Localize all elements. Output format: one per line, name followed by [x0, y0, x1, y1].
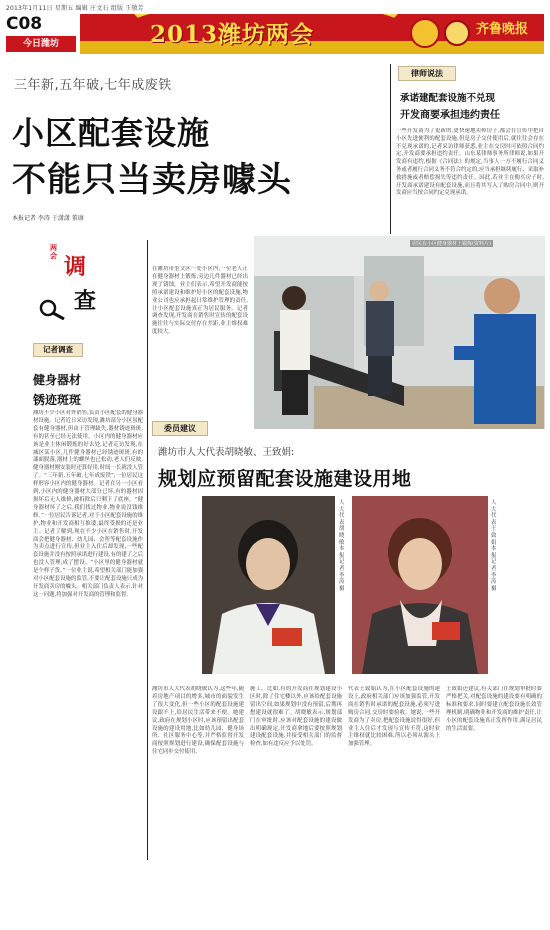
- magnifier-icon: [38, 298, 66, 320]
- law-body-text: 一些开发商为了更新的,更快速地卖掉房子,都会在宣传中把自小区先进便利的配套设施,但是房子交付使用后,就往往会存在不兑现承诺的,记者采访律师获悉,业主在交房时可依照合同约定,开发商要承担违约责任。山东某律师事务所律师说,如果开发商有违约,根据《合同法》的规定,当事人一方不履行合同义务或者履行合同义务不符合约定的,应当承担继续履行、采取补救措施或者赔偿损失等违约责任。因此,若业主在购买房子时,开发商承诺建设有配套设施,而且将其写入了购房合同中,则开发商应当按合同约定兑现承诺。: [396, 128, 544, 197]
- law-section-tag: 律师说法: [398, 66, 456, 81]
- reporter-investigation-tag: 记者调查: [33, 343, 83, 357]
- headline-line-1: 小区配套设施: [12, 114, 211, 152]
- column-divider: [147, 240, 148, 860]
- delegate-portrait-illustration: [202, 496, 335, 674]
- delegate-photo-hu: [202, 496, 335, 674]
- committee-body-col-1: 潍坊市人大代表胡晓敏认为,这些年,随着房地产项目的增多,城市的面貌发生了很大变化,但一些小区的配套设施建设跟不上,给居民生活带来不便。她建议,政府在规划小区时,应该预留出配套设施的建设用地,比如幼儿园、健身场所、社区服务中心等,并严格监督开发商按照规划进行建设,确保配套设施与住宅同步交付使用。: [152, 686, 244, 756]
- investigation-logo-char-2: 查: [74, 288, 97, 314]
- emblem-icon: [444, 20, 470, 46]
- investigation-logo-label: 两会: [50, 244, 57, 260]
- side-article-body: 潍坊不少小区对外销售,负责小区配套的健身器材设施。记者近日采访发现,潍坊部分小区虽配套有健身器材,但由于管理缺失,器材锈迹斑斑,有的甚至已经无法使用。小区内的健身器材应该是业主休闲锻炼的好去处,记者走访发现,在城区某小区,几件健身器材已经锈迹斑斑,有的漆面脱落,器材上的螺丝也已松动,老人们反映,健身器材刚安装时还算好用,时间一长就没人管了。“三年新,五年破,七年成废铁”,一位居民这样形容小区内的健身器材。记者在另一小区看到,小区内的健身器材大部分已坏,有的器材因损坏后无人维修,被拆除后只剩下了底座。“健身器材坏了之后,我们找过物业,物业说没钱维修。”一位居民告诉记者,对于小区配套设施的维护,物业和开发商相互推诿,最终受损的还是业主。记者了解到,现在不少小区在销售时,开发商会把健身器材、幼儿园、会所等配套设施作为卖点进行宣传,但业主入住后却发现,一些配套设施并没有按照承诺进行建设,有的建了之后也没人管理,成了摆设。“小区里的健身器材就是个样子货。”一位业主说,希望相关部门能加强对小区配套设施的监管,不要让配套设施只成为开发商卖房的噱头。相关部门负责人表示,针对这一问题,将加强对开发商的管理和监督。: [33, 410, 143, 598]
- law-title-line-1: 承诺建配套设施不兑现: [400, 93, 496, 104]
- gym-photo: [254, 236, 545, 429]
- mid-article-body: 在潍坊市奎文区一处小区内,一位老人正在健身器材上锻炼,旁边几件器材已经出现了锈蚀。业主们表示,希望开发商能按照承诺建设和维护好小区的配套设施,物业公司也应承担起日常维护管理的责任,让小区配套设施真正为居民服务。记者调查发现,开发商在销售时宣传的配套设施往往与实际交付存在差距,业主维权难度较大。: [152, 266, 248, 336]
- investigation-logo-char-1: 调: [64, 254, 87, 280]
- newspaper-logo: 齐鲁晚报: [476, 22, 529, 37]
- emblem-icon: [410, 18, 440, 48]
- delegate-portrait-illustration: [352, 496, 488, 674]
- column-divider: [390, 64, 391, 234]
- page-meta-line: 2013年1月11日 星期五 编辑 庄文石 组版 王敬芳: [6, 5, 144, 12]
- gym-photo-illustration: [254, 236, 545, 429]
- page-number: C08: [6, 14, 43, 34]
- side-article-title-line-2: 锈迹斑斑: [33, 393, 82, 407]
- banner-title: 2013潍坊两会: [150, 21, 315, 48]
- delegate-photo-wang-caption: 人大代表王致娟 本报记者 李涛 摄: [491, 500, 497, 592]
- delegate-photo-wang: [352, 496, 488, 674]
- committee-title: 规划应预留配套设施建设用地: [158, 468, 412, 490]
- committee-body-col-2: 施工。比如,有的开发商在规划建设小区时,除了住宅楼以外,应该给配套设施留出空间,如果规划中没有预留,后期再想建设就很难了。胡晓敏表示,规划部门在审批时,应该对配套设施的建设做出明确规定,开发商拿地后要按照规划建设配套设施,并接受相关部门的监督检查,如有违反应予以处罚。: [250, 686, 342, 748]
- section-tag: 今日潍坊: [6, 36, 76, 52]
- delegate-photo-hu-caption: 人大代表胡晓敏 本报记者 李涛 摄: [339, 500, 345, 592]
- committee-section-tag: 委员建议: [152, 421, 208, 436]
- headline-kicker: 三年新,五年破,七年成废铁: [14, 78, 172, 93]
- committee-kicker: 潍坊市人大代表胡晓敏、王致娟:: [158, 447, 295, 458]
- committee-body-col-3: 代表王致娟认为,在小区配套设施的建设上,政府相关部门应该加强监管,开发商在销售时承诺的配套设施,必须写进购房合同,交房时要验收。她说,一些开发商为了卖房,把配套设施说得很好,但业主入住后才发现与宣传不符,这时业主维权就比较困难,所以必须从源头上加强管理。: [348, 686, 440, 748]
- special-banner: [80, 14, 544, 54]
- side-article-title-line-1: 健身器材: [33, 373, 82, 387]
- headline-line-2: 不能只当卖房噱头: [12, 160, 292, 200]
- byline: 本报记者 李涛 于潇潇 董康: [12, 215, 84, 222]
- law-title-line-2: 开发商要承担违约责任: [400, 110, 500, 121]
- committee-body-col-4: 王致娟还建议,有关部门在规划审批时要严格把关,对配套设施的建设要有明确的标准和要求,同时要建立配套设施长效管理机制,明确物业和开发商的维护责任,让小区的配套设施真正发挥作用,满足居民的生活需要。: [446, 686, 542, 732]
- gym-photo-caption: 居民在小区健身器材上锻炼(资料片): [412, 241, 491, 247]
